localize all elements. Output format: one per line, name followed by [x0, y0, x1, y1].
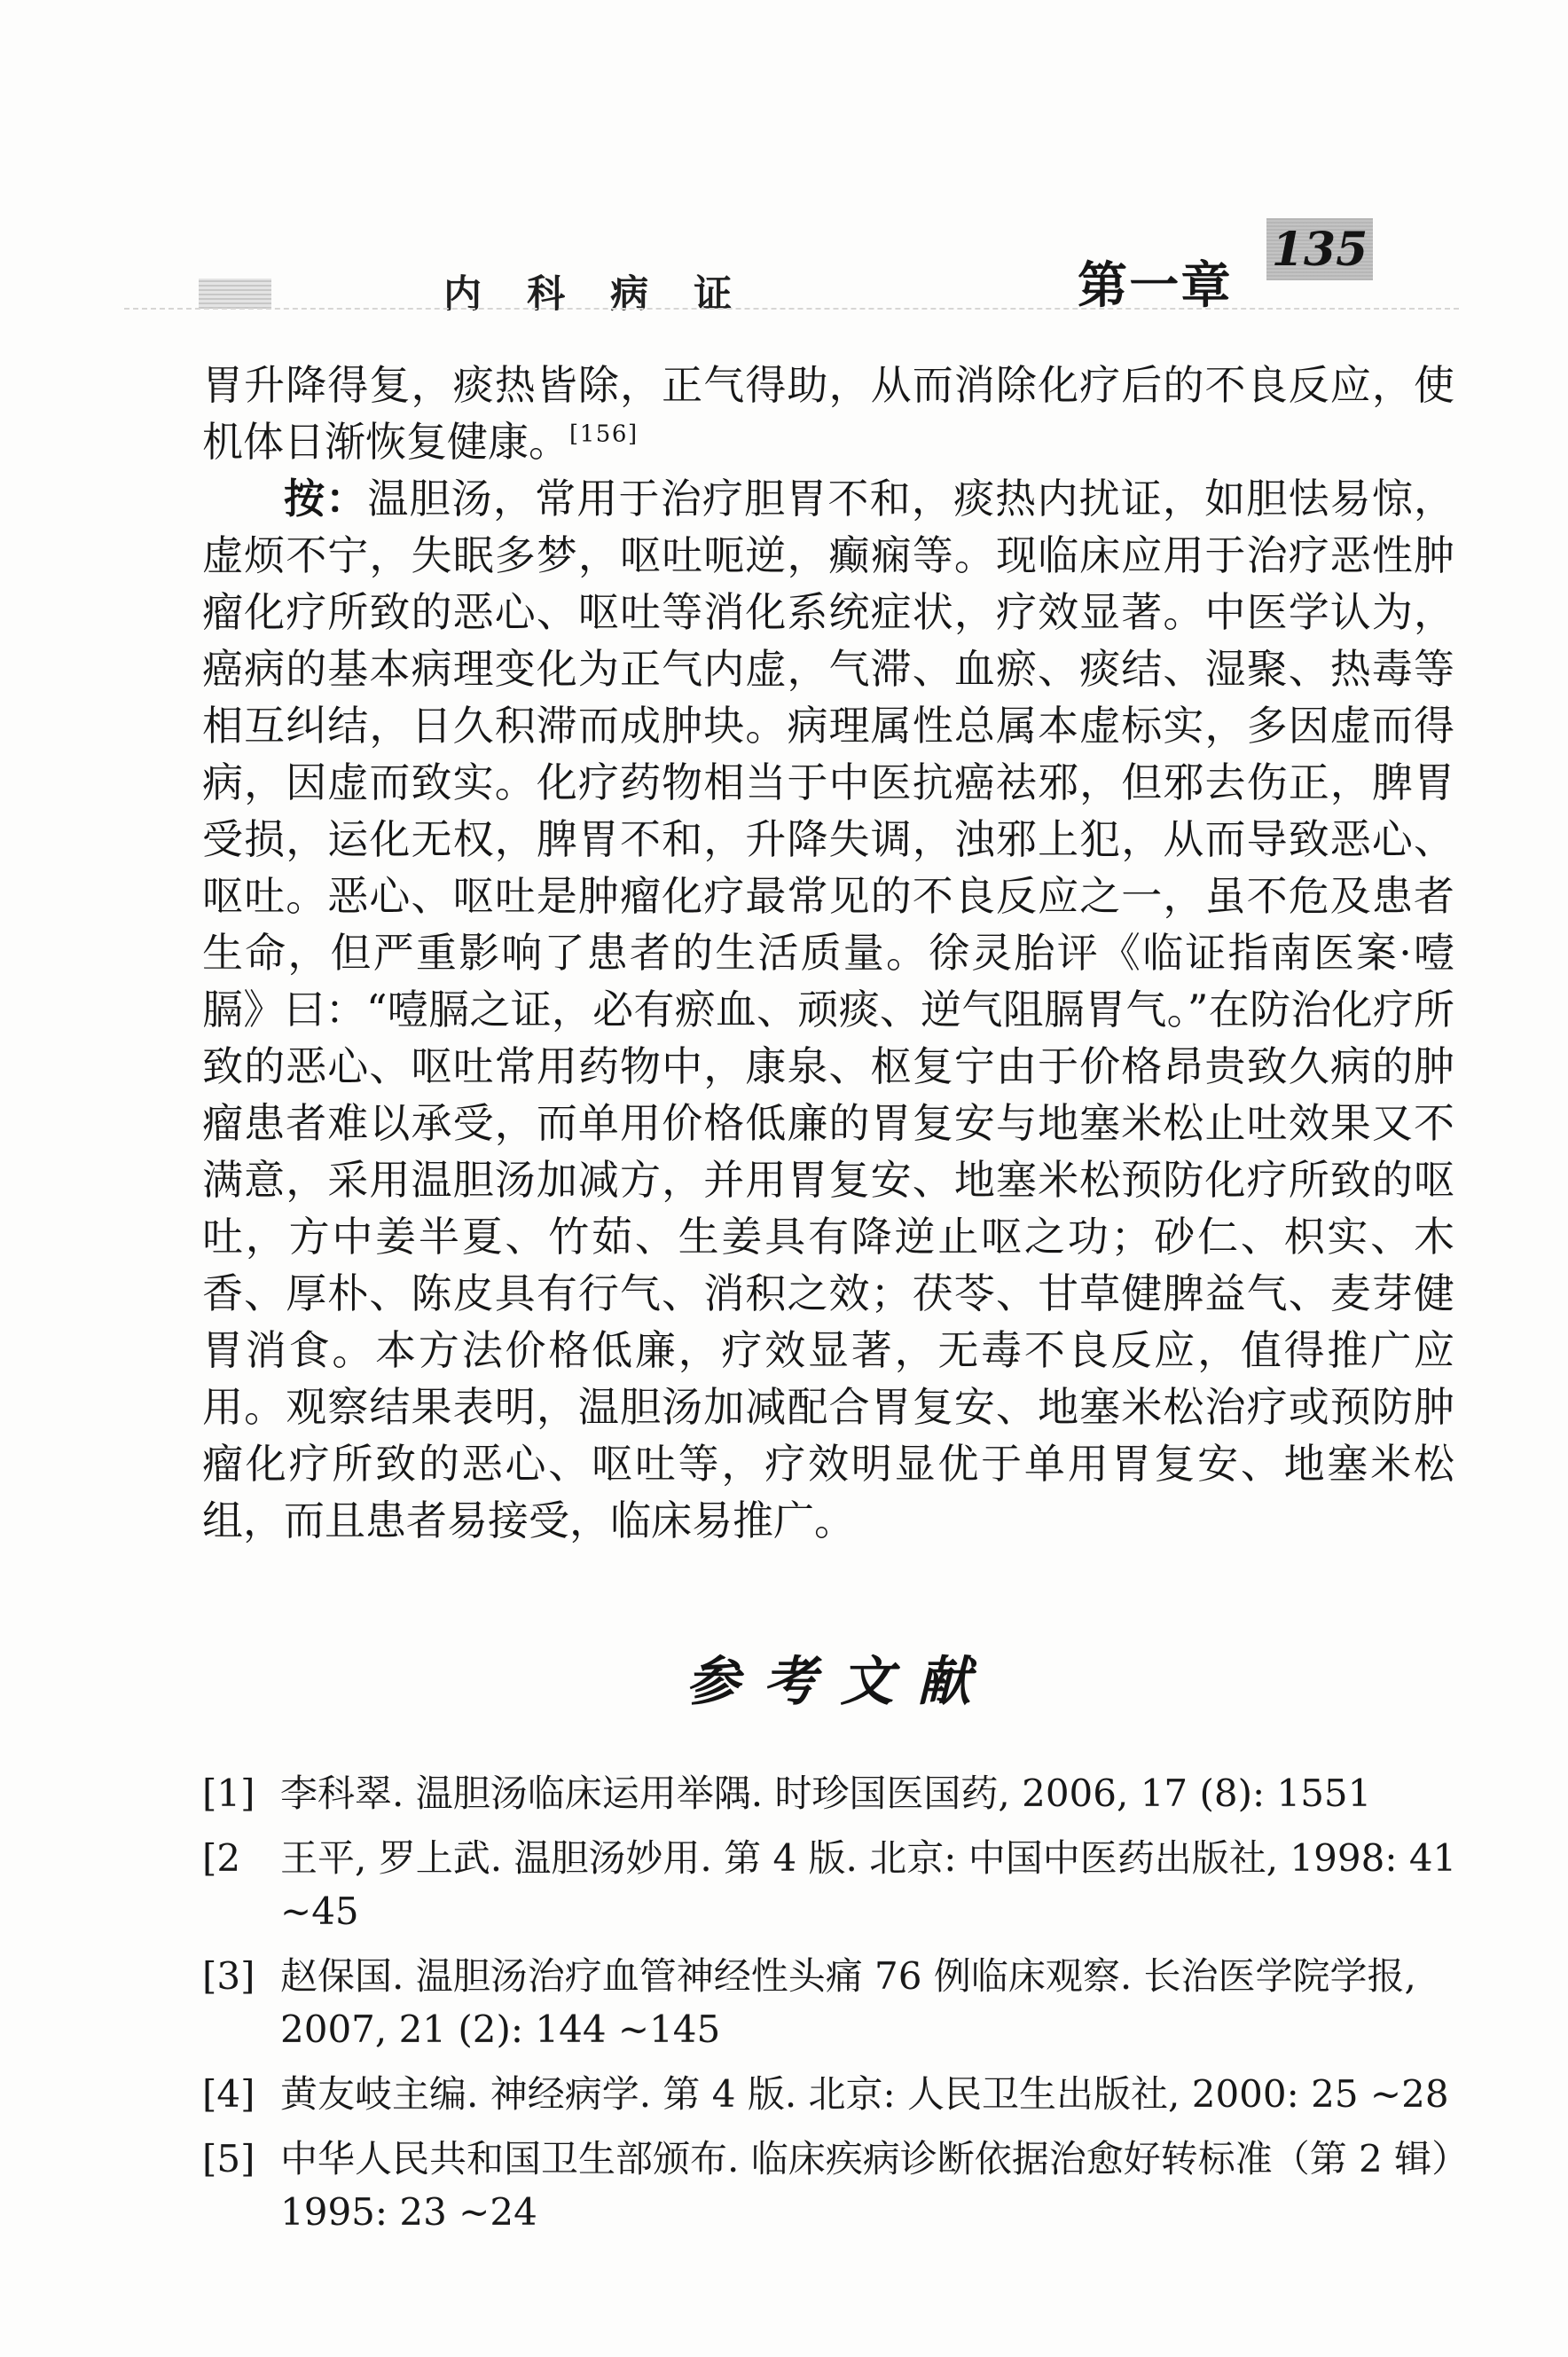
reference-item: [202, 1832, 1462, 1938]
section-title: 内 科 病 证: [443, 272, 749, 317]
reference-citation-text: 李科翠. 温胆汤临床运用举隅. 时珍国医国药, 2006, 17 (8): 1551: [280, 1772, 1372, 1815]
scan-smudge-artifact: [199, 279, 271, 309]
paragraph-1-text: 胃升降得复，痰热皆除，正气得助，从而消除化疗后的不良反应，使机体日渐恢复健康。: [202, 361, 1454, 466]
reference-citation-text: 中华人民共和国卫生部颁布. 临床疾病诊断依据治愈好转标准（第 2 辑）1995: 23 ~24: [280, 2137, 1451, 2234]
references-heading: 参考文献: [686, 1651, 995, 1713]
reference-item: [202, 1950, 1462, 2056]
header-divider-rule: [124, 308, 1459, 310]
reference-number-label: [1]: [202, 1772, 255, 1815]
reference-number-label: [3]: [202, 1954, 255, 1998]
reference-item: [202, 2068, 1462, 2121]
reference-item: [202, 1767, 1462, 1820]
body-text: [202, 357, 1454, 1549]
annotation-lead-label: 按：: [284, 475, 368, 522]
reference-list: [202, 1767, 1462, 2251]
footnote-reference: [156]: [569, 420, 639, 448]
reference-number-label: [4]: [202, 2072, 255, 2116]
chapter-label: 第一章: [1078, 256, 1233, 315]
reference-citation-text: 黄友岐主编. 神经病学. 第 4 版. 北京: 人民卫生出版社, 2000: 25 ~28: [280, 2072, 1449, 2116]
reference-citation-text: 王平, 罗上武. 温胆汤妙用. 第 4 版. 北京: 中国中医药出版社, 1998: 41 ~45: [280, 1836, 1457, 1933]
reference-item: [202, 2133, 1462, 2239]
page-number-badge: [1266, 218, 1373, 280]
page-number: 135: [1271, 222, 1368, 277]
body-paragraph-1: [202, 357, 1454, 470]
reference-number-label: [2: [202, 1836, 241, 1880]
page-header: [0, 0, 1568, 319]
reference-number-label: [5]: [202, 2137, 255, 2180]
paragraph-2-text: 温胆汤，常用于治疗胆胃不和，痰热内扰证，如胆怯易惊，虚烦不宁，失眠多梦，呕吐呃逆，癫痫等。现临床应用于治疗恶性肿瘤化疗所致的恶心、呕吐等消化系统症状，疗效显著。中医学认为，癌病的基本病理变化为正气内虚，气滞、血瘀、痰结、湿聚、热毒等相互纠结，日久积滞而成肿块。病理属性总属本虚标实，多因虚而得病，因虚而致实。化疗药物相当于中医抗癌祛邪，但邪去伤正，脾胃受损，运化无权，脾胃不和，升降失调，浊邪上犯，从而导致恶心、呕吐。恶心、呕吐是肿瘤化疗最常见的不良反应之一，虽不危及患者生命，但严重影响了患者的生活质量。徐灵胎评《临证指南医案·噎膈》曰：“噎膈之证，必有瘀血、顽痰、逆气阻膈胃气。”在防治化疗所致的恶心、呕吐常用药物中，康泉、枢复宁由于价格昂贵致久病的肿瘤患者难以承受，而单用价格低廉的胃复安与地塞米松止吐效果又不满意，采用温胆汤加减方，并用胃复安、地塞米松预防化疗所致的呕吐，方中姜半夏、竹茹、生姜具有降逆止呕之功；砂仁、枳实、木香、厚朴、陈皮具有行气、消积之效；茯苓、甘草健脾益气、麦芽健胃消食。本方法价格低廉，疗效显著，无毒不良反应，值得推广应用。观察结果表明，温胆汤加减配合胃复安、地塞米松治疗或预防肿瘤化疗所致的恶心、呕吐等，疗效明显优于单用胃复安、地塞米松组，而且患者易接受，临床易推广。: [202, 475, 1455, 1544]
reference-citation-text: 赵保国. 温胆汤治疗血管神经性头痛 76 例临床观察. 长治医学院学报, 2007, 21 (2): 144 ~145: [280, 1954, 1416, 2051]
body-paragraph-2: [202, 470, 1454, 1549]
